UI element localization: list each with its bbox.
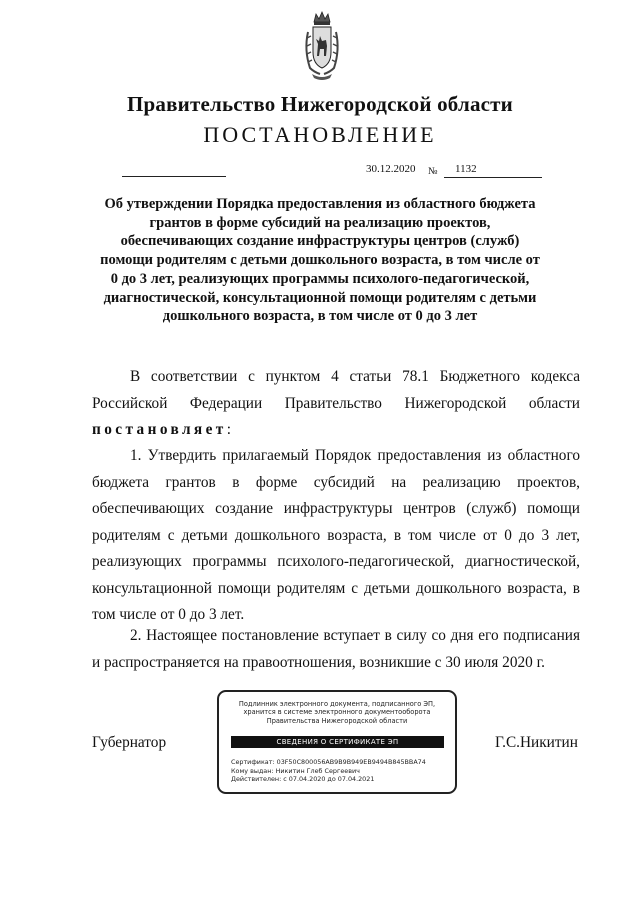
certificate-serial: Сертификат: 03F50C800056AB9B9B949EB9494B845BBA74 (231, 758, 426, 766)
signatory-name: Г.С.Никитин (495, 734, 578, 751)
organization-name: Правительство Нижегородской области (127, 92, 513, 116)
certificate-details (231, 758, 426, 784)
stamp-caption-line: Правительства Нижегородской области (266, 716, 408, 725)
decree-word: постановляет (92, 421, 227, 438)
certificate-owner: Кому выдан: Никитин Глеб Сергеевич (231, 766, 360, 775)
coat-of-arms-icon (302, 10, 342, 82)
stamp-caption-line: хранится в системе электронного документооборота (243, 708, 431, 717)
item-1-paragraph: 1. Утвердить прилагаемый Порядок предоставления из областного бюджета грантов в форме субсидий на реализацию проектов, обеспечивающих создание инфраструктуры центров (служб) помощи родителям с детьми дошкольного возраста, в том числе от 0 до 3 лет, реализующих программы психолого-педагогической, диагностической, консультационной помощи родителям с детьми дошкольного возраста, в том числе от 0 до 3 лет. (92, 447, 580, 623)
e-signature-stamp (217, 690, 457, 794)
stamp-caption-line: Подлинник электронного документа, подписанного ЭП, (238, 700, 436, 708)
blank-underline (122, 176, 226, 177)
document-type: ПОСТАНОВЛЕНИЕ (203, 122, 437, 147)
document-date: 30.12.2020 (366, 163, 416, 175)
document-number: 1132 (455, 163, 477, 175)
certificate-validity: Действителен: с 07.04.2020 до 07.04.2021 (231, 775, 375, 784)
preamble-paragraph (92, 364, 580, 444)
document-title: Об утверждении Порядка предоставления из областного бюджета грантов в форме субсидий на реализацию проектов, обеспечивающих создание инфраструктуры центров (служб) помощи родителям с детьми дошкольного возраста, в том числе от 0 до 3 лет, реализующих программы психолого-педагогической, диагностической, консультационной помощи родителям с детьми дошкольного возраста, в том числе от 0 до 3 лет (100, 196, 540, 325)
certificate-info-bar: СВЕДЕНИЯ О СЕРТИФИКАТЕ ЭП (231, 736, 444, 748)
preamble-text: В соответствии с пунктом 4 статьи 78.1 Бюджетного кодекса Российской Федерации Правительство Нижегородской области (92, 368, 580, 412)
signatory-title: Губернатор (92, 734, 167, 751)
decree-colon: : (226, 421, 231, 438)
stamp-caption (219, 700, 455, 725)
number-sign: № (428, 166, 438, 177)
item-2-paragraph: 2. Настоящее постановление вступает в силу со дня его подписания и распространяется на правоотношения, возникшие с 30 июля 2020 г. (92, 627, 580, 671)
